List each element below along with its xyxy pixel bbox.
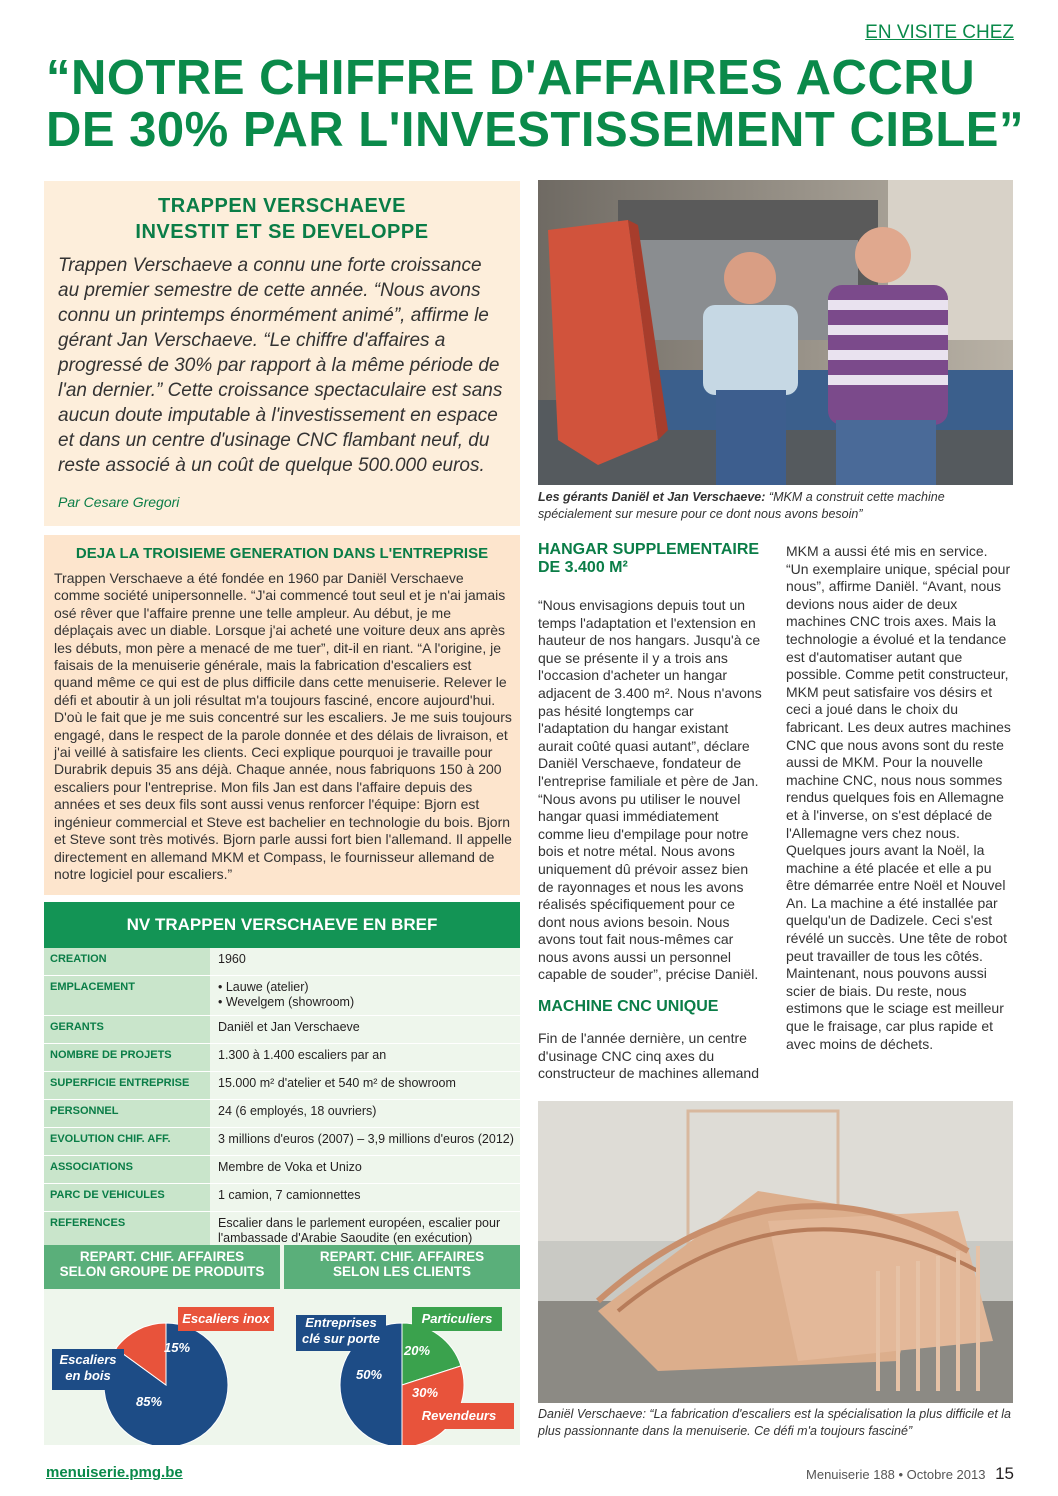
pie-clients-title: REPART. CHIF. AFFAIRES SELON LES CLIENTS — [284, 1245, 520, 1289]
fact-box — [44, 902, 520, 1251]
intro-title-line-1: TRAPPEN VERSCHAEVE — [158, 195, 406, 217]
caption-quote: “MKM a construit cette machine spécialement sur mesure pour ce dont nous avons besoin” — [538, 490, 945, 521]
intro-title-line-2: INVESTIT ET SE DEVELOPPE — [135, 221, 429, 243]
fact-row — [44, 1184, 520, 1212]
headline — [46, 52, 1026, 156]
generation-text: Trappen Verschaeve a été fondée en 1960 par Daniël Verschaeve comme société unipersonnelle. “J'ai commencé tout seul et je n'ai jamais osé rêver que l'affaire prenne une telle ampleur. Au début, je me déplaçais avec un diable. Lorsque j'ai acheté une voiture deux ans après les débuts, mon père a menacé de me tuer”, dit-il en riant. “A l'origine, je faisais de la menuiserie générale, mais la fabrication d'escaliers est quand même ce qui est de plus difficile dans cette menuiserie. Relever le défi et aboutir à un joli résultat m'a toujours fasciné, encore aujourd'hui. D'où le fait que je me suis concentré sur les escaliers. Je me suis toujours engagé, dans le respect de la parole donnée et des délais de livraison, et j'ai veillé à satisfaire les clients. Ceci explique pourquoi je travaille pour Durabrik depuis 35 ans déjà. Chaque année, nous fabriquons 150 à 200 escaliers pour l'entreprise. Mon fils Jan est dans l'affaire depuis des années et ses deux fils sont aussi venus renforcer l'équipe: Bjorn est ingénieur commercial et Steve est bachelier en technologie du bois. Bjorn et Steve sont très motivés. Bjorn parle aussi fort bien l'allemand. Il appelle directement en allemand MKM et Compass, le fournisseur allemand de notre logiciel pour escaliers.” — [54, 570, 512, 882]
fact-row — [44, 976, 520, 1016]
pie-products-title: REPART. CHIF. AFFAIRES SELON GROUPE DE PRODUITS — [44, 1245, 280, 1289]
caption-speaker: Les gérants Daniël et Jan Verschaeve: — [538, 490, 766, 504]
hangar-heading: HANGAR SUPPLEMENTAIRE DE 3.400 M² — [538, 541, 760, 576]
fact-key: SUPERFICIE ENTREPRISE — [44, 1072, 210, 1099]
fact-key: ASSOCIATIONS — [44, 1156, 210, 1183]
value-particuliers: 20% — [404, 1343, 431, 1358]
footer-issue — [806, 1464, 1014, 1484]
fact-value: 1960 — [210, 948, 520, 975]
section-tag: EN VISITE CHEZ — [865, 22, 1014, 43]
fact-key: PARC DE VEHICULES — [44, 1184, 210, 1211]
fact-key: GERANTS — [44, 1016, 210, 1043]
intro-box — [44, 181, 520, 526]
fact-key: REFERENCES — [44, 1212, 210, 1250]
label-revendeurs: Revendeurs — [404, 1403, 514, 1429]
label-escaliers-bois: Escaliers en bois — [52, 1349, 124, 1390]
pie-section — [44, 1245, 520, 1445]
fact-key: NOMBRE DE PROJETS — [44, 1044, 210, 1071]
headline-line-2: DE 30% PAR L'INVESTISSEMENT CIBLE” — [46, 103, 1024, 157]
photo-managers — [538, 180, 1013, 485]
headline-line-1: “NOTRE CHIFFRE D'AFFAIRES ACCRU — [46, 51, 976, 105]
value-entreprises: 50% — [356, 1367, 383, 1382]
footer-issue-text: Menuiserie 188 • Octobre 2013 — [806, 1467, 986, 1482]
machine-text: Fin de l'année dernière, un centre d'usinage CNC cinq axes du constructeur de machines allemand — [538, 1030, 760, 1082]
fact-row — [44, 1072, 520, 1100]
fact-value: 1 camion, 7 camionnettes — [210, 1184, 520, 1211]
page-number: 15 — [995, 1464, 1014, 1483]
fact-key: EMPLACEMENT — [44, 976, 210, 1015]
fact-row — [44, 1016, 520, 1044]
intro-title — [44, 193, 520, 245]
fact-box-title: NV TRAPPEN VERSCHAEVE EN BREF — [44, 902, 520, 948]
label-escaliers-inox: Escaliers inox — [178, 1307, 274, 1331]
fact-key: EVOLUTION CHIF. AFF. — [44, 1128, 210, 1155]
generation-box — [44, 535, 520, 895]
fact-key: PERSONNEL — [44, 1100, 210, 1127]
fact-row — [44, 1100, 520, 1128]
value-escaliers-bois: 85% — [136, 1394, 163, 1409]
article-column-3: MKM a aussi été mis en service. “Un exemplaire unique, spécial pour nous”, affirme Daniël. “Avant, nous devions nous aider de deux machines CNC trois axes. Mais la technologie a évolué et la tendance est d'automatiser autant que possible. Comme petit constructeur, MKM peut satisfaire vos désirs et ceci a joué dans le choix du fabricant. Les deux autres machines CNC que nous avons sont du reste aussi de MKM. Pour la nouvelle machine CNC, nous nous sommes rendus quelques fois en Allemagne et à l'inverse, on s'est déplacé de l'Allemagne vers chez nous. Quelques jours avant la Noël, la machine a été placée et elle a pu être démarrée entre Noël et Nouvel An. La machine a été installée par quelqu'un de Dadizele. Ceci s'est révélé un succès. Une tête de robot peut travailler de tous les côtés. Maintenant, nous pouvons aussi scier de biais. Du reste, nous estimons que le sciage est meilleur que le fraisage, car plus rapide et avec moins de déchets. — [786, 543, 1011, 1052]
hangar-text: “Nous envisagions depuis tout un temps l'adaptation et l'extension en hauteur de nos hangars. Jusqu'à ce que se présente il y a trois ans l'occasion d'acheter un hangar adjacent de 3.400 m². Nous n'avons pas hésité longtemps car l'adaptation du hangar existant aurait coûté quasi autant”, déclare Daniël Verschaeve, fondateur de l'entreprise familiale et père de Jan. “Nous avons pu utiliser le nouvel hangar quasi immédiatement comme lieu d'empilage pour notre bois et notre métal. Nous avons uniquement dû prévoir assez bien de rayonnages et nous les avons réalisés spécifiquement pour ce dont nous avions besoin. Nous avons tout fait nous-mêmes car nous avons aussi un personnel capable de souder”, précise Daniël. — [538, 597, 762, 983]
fact-key: CREATION — [44, 948, 210, 975]
fact-value: Daniël et Jan Verschaeve — [210, 1016, 520, 1043]
fact-row — [44, 1128, 520, 1156]
generation-title: DEJA LA TROISIEME GENERATION DANS L'ENTREPRISE — [75, 545, 489, 562]
photo-staircase-caption: Daniël Verschaeve: “La fabrication d'escaliers est la spécialisation la plus difficile et la plus passionnante dans la menuiserie. Ce défi m'a toujours fasciné” — [538, 1407, 1011, 1438]
fact-value: 3 millions d'euros (2007) – 3,9 millions d'euros (2012) — [210, 1128, 520, 1155]
value-escaliers-inox: 15% — [164, 1340, 191, 1355]
photo-staircase — [538, 1101, 1013, 1403]
label-particuliers: Particuliers — [412, 1307, 502, 1331]
fact-value: • Lauwe (atelier) • Wevelgem (showroom) — [210, 976, 520, 1015]
fact-row — [44, 948, 520, 976]
photo-managers-caption — [538, 489, 1013, 523]
machine-heading: MACHINE CNC UNIQUE — [538, 998, 719, 1016]
fact-row — [44, 1044, 520, 1072]
fact-row — [44, 1156, 520, 1184]
value-revendeurs: 30% — [412, 1385, 439, 1400]
fact-value: Membre de Voka et Unizo — [210, 1156, 520, 1183]
article-column-2 — [538, 541, 764, 1083]
intro-text: Trappen Verschaeve a connu une forte croissance au premier semestre de cette année. “Nous avons connu un printemps énormément animé”, affirme le gérant Jan Verschaeve. “Le chiffre d'affaires a progressé de 30% par rapport à la même période de l'an dernier.” Cette croissance spectaculaire est sans aucun doute imputable à l'investissement en espace et dans un centre d'usinage CNC flambant neuf, du reste associé à un coût de quelque 500.000 euros. — [58, 255, 503, 476]
label-entreprises: Entreprises clé sur porte — [296, 1315, 386, 1351]
footer-website-link[interactable]: menuiserie.pmg.be — [46, 1464, 183, 1481]
fact-value: 15.000 m² d'atelier et 540 m² de showroom — [210, 1072, 520, 1099]
fact-value: Escalier dans le parlement européen, escalier pour l'ambassade d'Arabie Saoudite (en exécution) — [210, 1212, 520, 1250]
fact-value: 24 (6 employés, 18 ouvriers) — [210, 1100, 520, 1127]
fact-value: 1.300 à 1.400 escaliers par an — [210, 1044, 520, 1071]
byline: Par Cesare Gregori — [58, 494, 180, 510]
